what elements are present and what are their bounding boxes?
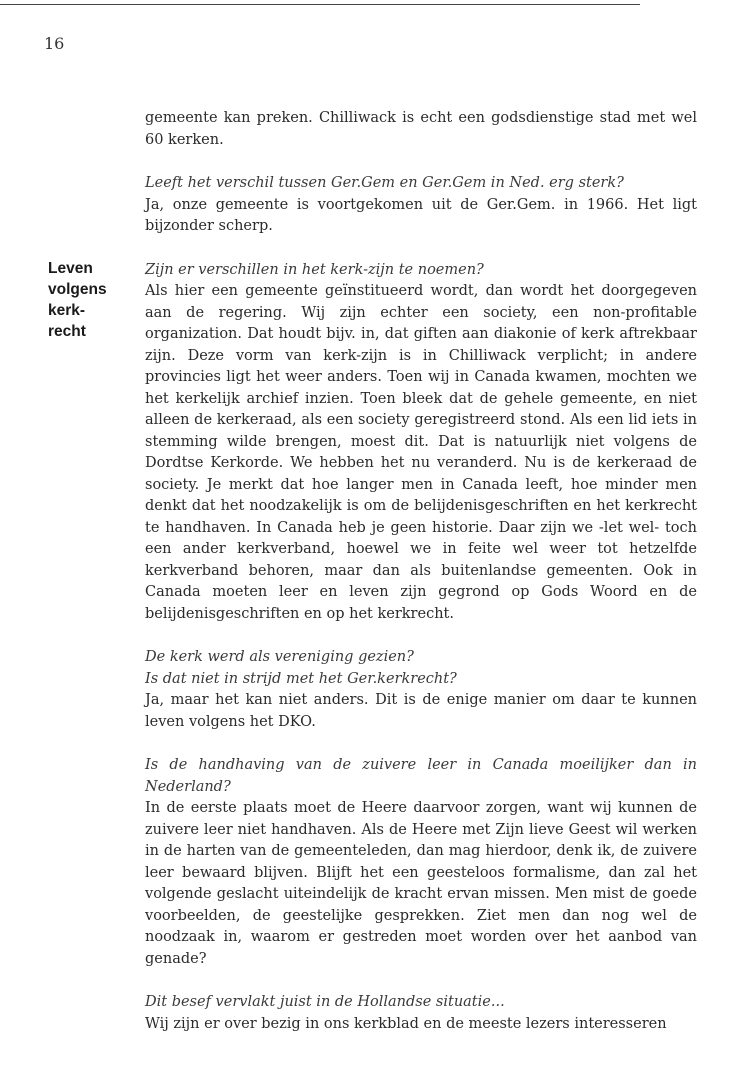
body-text [145, 108, 697, 1057]
qa-block-4 [145, 647, 697, 733]
answer-text: Wij zijn er over bezig in ons kerkblad en de meeste lezers interesseren [145, 1015, 667, 1032]
question-text: Zijn er verschillen in het kerk-zijn te noemen? [145, 261, 484, 278]
question-text: Leeft het verschil tussen Ger.Gem en Ger.Gem in Ned. erg sterk? [145, 175, 624, 191]
answer-text: Ja, onze gemeente is voortgekomen uit de Ger.Gem. in 1966. Het ligt bijzonder scherp. [145, 196, 697, 234]
qa-block-3 [145, 260, 697, 626]
page-number: 16 [44, 34, 65, 53]
answer-text: Als hier een gemeente geïnstitueerd wordt, dan wordt het doorgegeven aan de regering. Wij zijn echter een society, een non-profitable organization. Dat houdt bijv. in, dat giften aan diakonie of kerk aftrekbaar zijn. Deze vorm van kerk-zijn is in Chilliwack verplicht; in andere provincies ligt het weer anders. Toen wij in Canada kwamen, mochten we het kerkelijk archief inzien. Toen bleek dat de gehele gemeente, en niet alleen de kerkeraad, als een society geregistreerd stond. Als een lid iets in stemming wilde brengen, moest dit. Dat is natuurlijk niet volgens de Dordtse Kerkorde. We hebben het nu veranderd. Nu is de kerkeraad de society. Je merkt dat hoe langer men in Canada leeft, hoe minder men denkt dat het noodzakelijk is om de belijdenisgeschriften en het kerkrecht te handhaven. In Canada heb je geen historie. Daar zijn we -let wel- toch een ander kerkverband, hoewel we in feite wel weer tot hetzelfde kerkverband behoren, maar dan als buitenlandse gemeenten. Ook in Canada moeten leer en leven zijn gegrond op Gods Woord en de belijdenisgeschriften en op het kerkrecht. [145, 283, 697, 622]
qa-block-2 [145, 173, 697, 238]
margin-heading: Leven volgens kerk- recht [48, 260, 107, 340]
question-text: De kerk werd als vereniging gezien? Is dat niet in strijd met het Ger.kerkrecht? [145, 649, 457, 687]
qa-block-5 [145, 755, 697, 970]
answer-text: gemeente kan preken. Chilliwack is echt een godsdienstige stad met wel 60 kerken. [145, 110, 697, 148]
top-rule [0, 4, 640, 5]
answer-text: Ja, maar het kan niet anders. Dit is de enige manier om daar te kunnen leven volgens het DKO. [145, 692, 697, 730]
text-block-1 [145, 108, 697, 151]
answer-text: In de eerste plaats moet de Heere daarvoor zorgen, want wij kunnen de zuivere leer niet handhaven. Als de Heere met Zijn lieve Geest wil werken in de harten van de gemeenteleden, dan mag hierdoor, denk ik, de zuivere leer bewaard blijven. Blijft het een geesteloos formalisme, dan zal het volgende geslacht uiteindelijk de kracht ervan missen. Men mist de goede voorbeelden, de geestelijke gesprekken. Ziet men dan nog wel de noodzaak in, waarom er gestreden moet worden over het aanbod van genade? [145, 800, 697, 967]
question-text: Dit besef vervlakt juist in de Hollandse situatie... [145, 994, 505, 1010]
question-text: Is de handhaving van de zuivere leer in Canada moeilijker dan in Nederland? [145, 757, 697, 795]
qa-block-6 [145, 992, 697, 1035]
